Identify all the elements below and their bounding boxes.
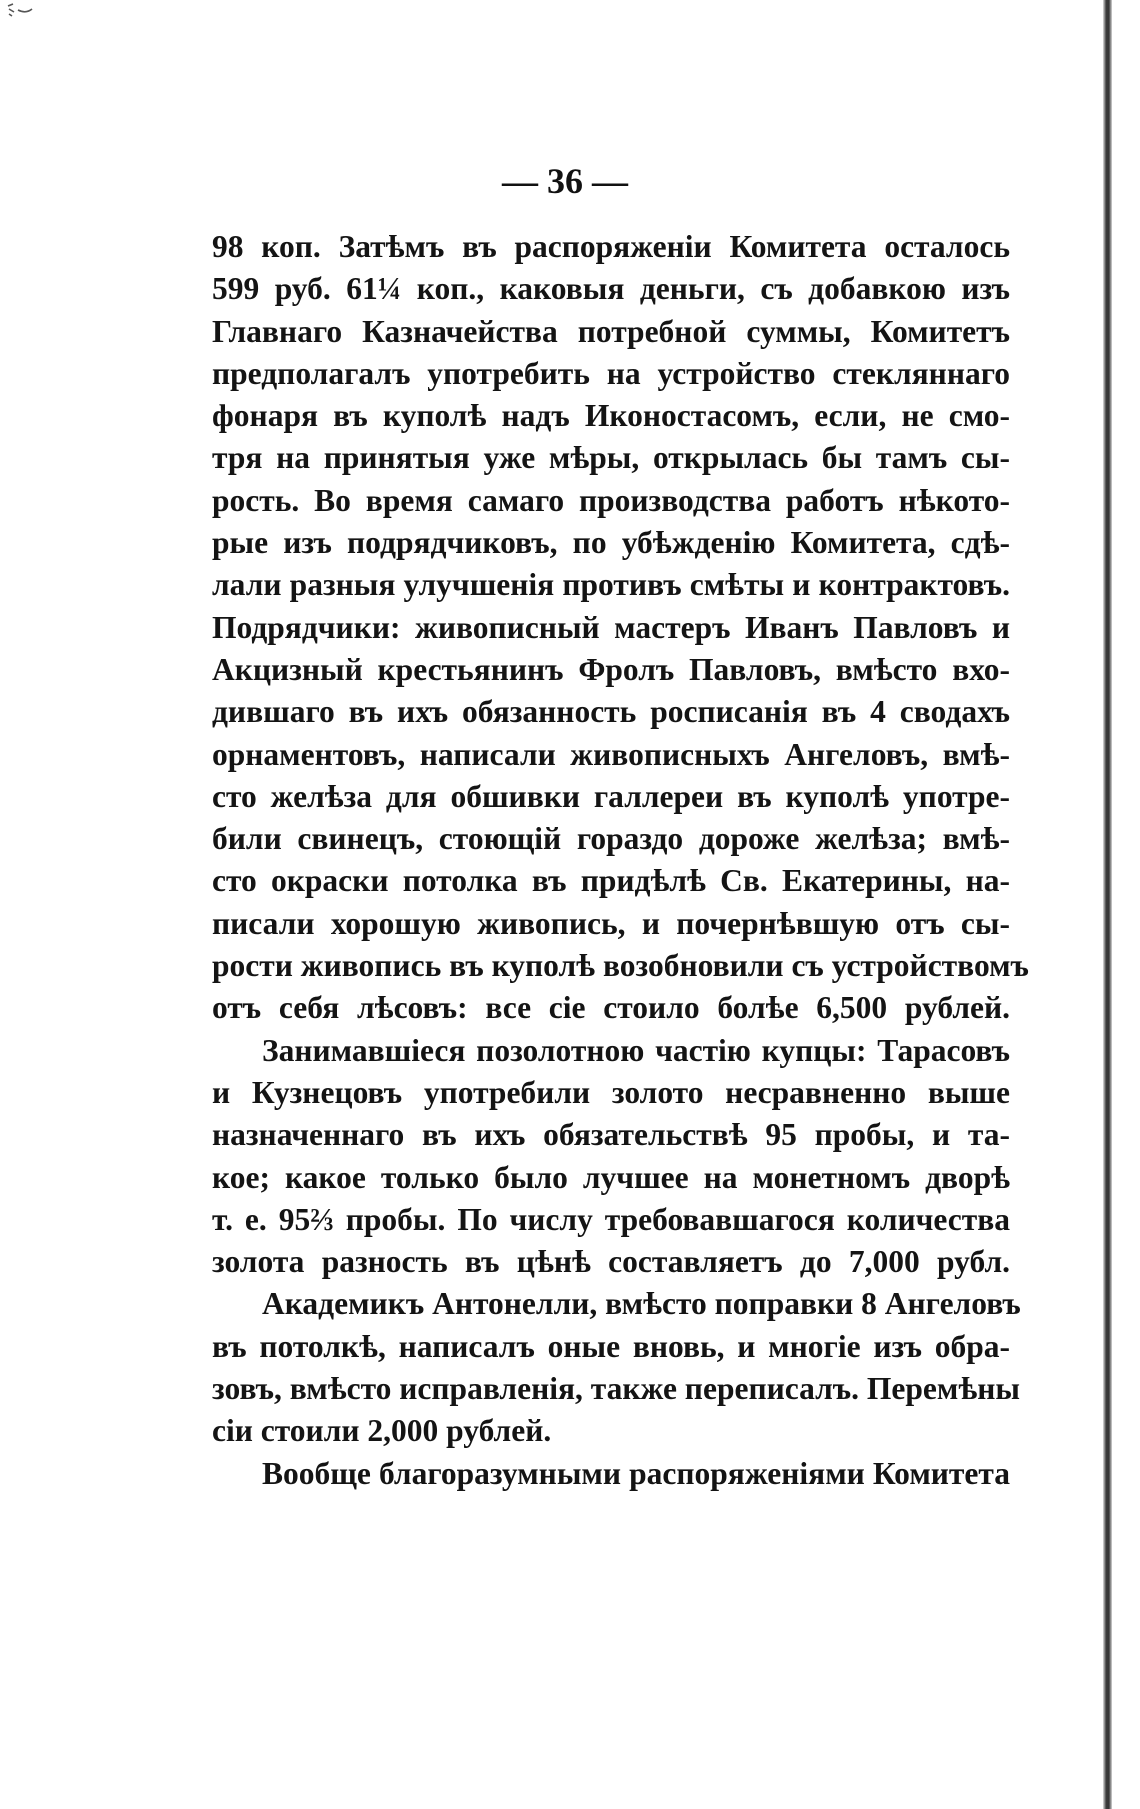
corner-ink-mark bbox=[4, 0, 44, 24]
text-line: т. е. 95⅔ пробы. По числу требовавшагося количества bbox=[212, 1201, 1010, 1237]
text-line: фонаря въ куполѣ надъ Иконостасомъ, если, не смо- bbox=[212, 398, 1010, 434]
paragraph-2 bbox=[212, 1030, 1010, 1284]
text-line: рые изъ подрядчиковъ, по убѣжденію Комитета, сдѣ- bbox=[212, 525, 1010, 561]
text-line: Академикъ Антонелли, вмѣсто поправки 8 Ангеловъ bbox=[262, 1286, 1021, 1322]
text-line: лали разныя улучшенія противъ смѣты и контрактовъ. bbox=[212, 567, 1010, 603]
paragraph-1 bbox=[212, 226, 1029, 1030]
page-binding-edge bbox=[1103, 0, 1112, 1809]
text-line: золота разность въ цѣнѣ составляетъ до 7,000 рубл. bbox=[212, 1244, 1010, 1280]
text-line: 599 руб. 61¼ коп., каковыя деньги, съ добавкою изъ bbox=[212, 271, 1010, 307]
text-line: дившаго въ ихъ обязанность росписанія въ 4 сводахъ bbox=[212, 694, 1010, 730]
text-line: писали хорошую живопись, и почернѣвшую отъ сы- bbox=[212, 905, 1010, 941]
text-line: рости живопись въ куполѣ возобновили съ устройствомъ bbox=[212, 948, 1029, 984]
text-line: отъ себя лѣсовъ: все сіе стоило болѣе 6,500 рублей. bbox=[212, 990, 1010, 1026]
text-line: въ потолкѣ, написалъ оные вновь, и многіе изъ обра- bbox=[212, 1328, 1010, 1364]
text-line: зовъ, вмѣсто исправленія, также переписалъ. Перемѣны bbox=[212, 1371, 1021, 1407]
text-line: сто окраски потолка въ придѣлѣ Св. Екатерины, на- bbox=[212, 863, 1010, 899]
text-line: Акцизный крестьянинъ Фролъ Павловъ, вмѣсто вхо- bbox=[212, 651, 1010, 687]
text-line: орнаментовъ, написали живописныхъ Ангеловъ, вмѣ- bbox=[212, 736, 1010, 772]
text-line: назначеннаго въ ихъ обязательствѣ 95 пробы, и та- bbox=[212, 1117, 1010, 1153]
text-line: рость. Во время самаго производства работъ нѣкото- bbox=[212, 482, 1010, 518]
text-line: Занимавшіеся позолотною частію купцы: Тарасовъ bbox=[262, 1032, 1010, 1068]
body-text bbox=[212, 226, 1029, 1495]
text-line: Вообще благоразумными распоряженіями Комитета bbox=[262, 1455, 1010, 1491]
text-line: и Кузнецовъ употребили золото несравненно выше bbox=[212, 1074, 1010, 1110]
text-line: Главнаго Казначейства потребной суммы, Комитетъ bbox=[212, 313, 1010, 349]
text-line: сто желѣза для обшивки галлереи въ куполѣ употре- bbox=[212, 778, 1010, 814]
paragraph-3 bbox=[212, 1283, 1021, 1452]
text-line: били свинецъ, стоющій гораздо дороже желѣза; вмѣ- bbox=[212, 821, 1010, 857]
text-line: Подрядчики: живописный мастеръ Иванъ Павловъ и bbox=[212, 609, 1010, 645]
text-line: предполагалъ употребить на устройство стекляннаго bbox=[212, 355, 1010, 391]
text-line: сіи стоили 2,000 рублей. bbox=[212, 1413, 552, 1449]
page-number: — 36 — bbox=[502, 161, 628, 201]
text-line: 98 коп. Затѣмъ въ распоряженіи Комитета осталось bbox=[212, 229, 1010, 264]
text-line: тря на принятыя уже мѣры, открылась бы тамъ сы- bbox=[212, 440, 1010, 476]
paragraph-4 bbox=[212, 1453, 1010, 1495]
text-line: кое; какое только было лучшее на монетномъ дворѣ bbox=[212, 1159, 1010, 1195]
